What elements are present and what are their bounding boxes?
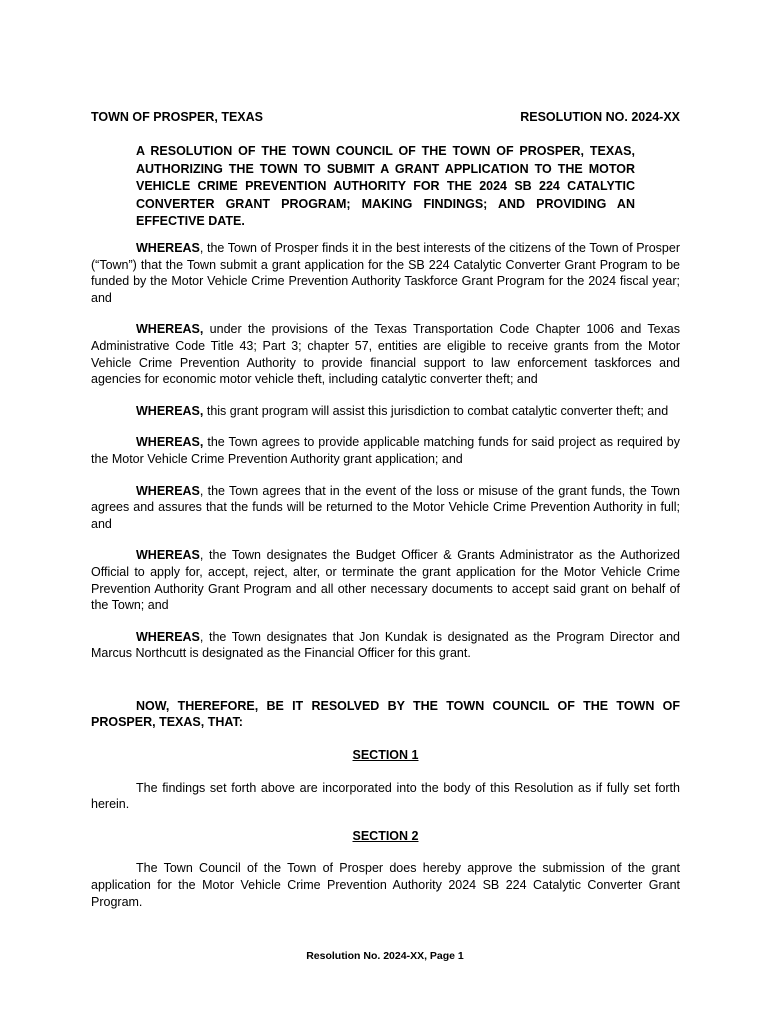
section-2-text: The Town Council of the Town of Prosper does hereby approve the submission of the grant application for the Motor Vehicle Crime Prevention Authority 2024 SB 224 Catalytic Converter Grant Program. [91,861,680,909]
resolution-number: RESOLUTION NO. 2024-XX [520,110,680,124]
whereas-lead: WHEREAS [136,548,200,563]
whereas-lead: WHEREAS [136,241,200,255]
whereas-lead: WHEREAS [136,483,200,498]
whereas-text: , the Town agrees that in the event of the loss or misuse of the grant funds, the Town agrees and assures that the funds will be returned to the Motor Vehicle Crime Prevention Authority in full; and [91,483,680,531]
whereas-lead: WHEREAS [136,629,200,644]
whereas-text: under the provisions of the Texas Transportation Code Chapter 1006 and Texas Administrative Code Title 43; Part 3; chapter 57, entities are eligible to receive grants from the Motor Vehicle Crime Prevention Authority to provide financial support to law enforcement taskforces and agencies for economic motor vehicle theft, including catalytic converter theft; and [91,322,680,387]
whereas-text: , the Town of Prosper finds it in the best interests of the citizens of the Town of Prosper (“Town”) that the Town submit a grant application for the SB 224 Catalytic Converter Grant Program to be funded by the Motor Vehicle Crime Prevention Authority Taskforce Grant Program for the 2024 fiscal year; and [91,241,680,305]
whereas-text: the Town agrees to provide applicable matching funds for said project as required by the Motor Vehicle Crime Prevention Authority grant application; and [91,435,680,466]
whereas-text: , the Town designates the Budget Officer & Grants Administrator as the Authorized Official to apply for, accept, reject, alter, or terminate the grant application for the Motor Vehicle Crime Prevention Authority Grant Program and all other necessary documents to accept said grant on behalf of the Town; and [91,548,680,613]
whereas-clause [91,403,680,420]
whereas-clause [91,321,680,387]
resolved-clause: NOW, THEREFORE, BE IT RESOLVED BY THE TOWN COUNCIL OF THE TOWN OF PROSPER, TEXAS, THAT: [91,698,680,730]
town-heading: TOWN OF PROSPER, TEXAS [91,110,264,124]
whereas-clause [91,434,680,467]
section-1-heading: SECTION 1 [352,748,419,763]
document-header [91,109,680,125]
whereas-lead: WHEREAS, [136,322,204,337]
resolution-title: A RESOLUTION OF THE TOWN COUNCIL OF THE TOWN OF PROSPER, TEXAS, AUTHORIZING THE TOWN TO SUBMIT A GRANT APPLICATION TO THE MOTOR VEHICLE CRIME PREVENTION AUTHORITY FOR THE 2024 SB 224 CATALYTIC CONVERTER GRANT PROGRAM; MAKING FINDINGS; AND PROVIDING AN EFFECTIVE DATE. [136,144,635,228]
section-1-text: The findings set forth above are incorporated into the body of this Resolution as if fully set forth herein. [91,780,680,812]
page-footer: Resolution No. 2024-XX, Page 1 [306,950,464,962]
whereas-clause [91,629,680,662]
document-body [91,240,680,925]
whereas-clause [91,547,680,613]
whereas-lead: WHEREAS, [136,403,204,418]
whereas-text: , the Town designates that Jon Kundak is designated as the Program Director and Marcus Northcutt is designated as the Financial Officer for this grant. [91,629,680,661]
whereas-clause [91,240,680,306]
whereas-text: this grant program will assist this jurisdiction to combat catalytic converter theft; and [203,403,669,418]
whereas-lead: WHEREAS, [136,435,204,450]
whereas-clause [91,483,680,533]
section-2-heading: SECTION 2 [352,828,419,843]
